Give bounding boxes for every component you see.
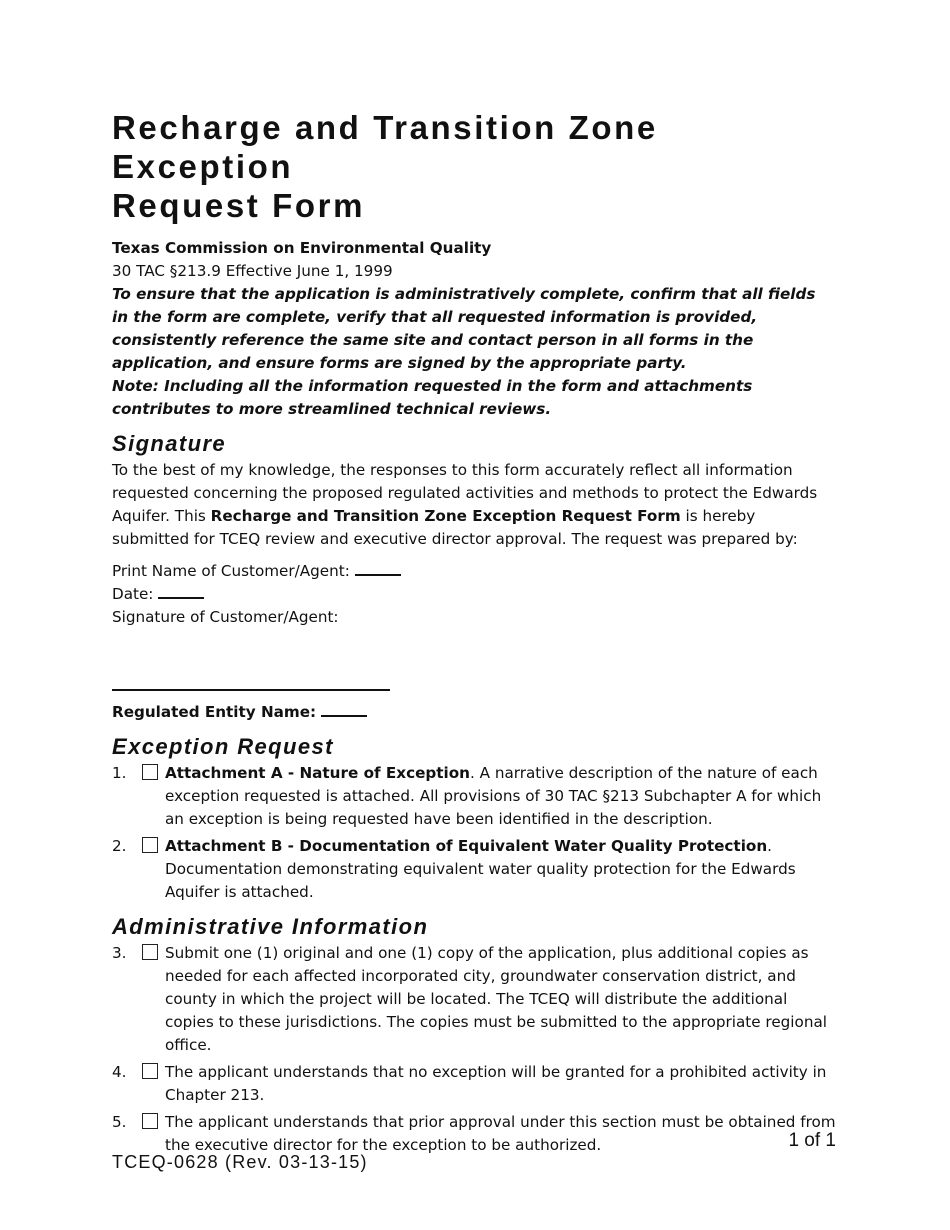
item-number: 2. — [112, 837, 127, 855]
rule-reference: 30 TAC §213.9 Effective June 1, 1999 — [112, 262, 393, 280]
attachment-a-checkbox[interactable] — [142, 764, 158, 780]
signature-heading: Signature — [112, 431, 227, 456]
date-row — [112, 583, 836, 606]
page-number: 1 of 1 — [788, 1130, 836, 1151]
item-text: Submit one (1) original and one (1) copy of the application, plus additional copies as needed for each affected incorporated city, groundwater conservation district, and county in which the project will be located. The TCEQ will distribute the additional copies to these jurisdictions. The copies must be submitted to the appropriate regional office. — [165, 944, 827, 1054]
print-name-field[interactable] — [355, 560, 401, 576]
signature-para-form-name: Recharge and Transition Zone Exception Request Form — [210, 507, 681, 525]
attachment-b-checkbox[interactable] — [142, 837, 158, 853]
print-name-row — [112, 560, 836, 583]
item-text: The applicant understands that prior approval under this section must be obtained from the executive director for the exception to be authorized. — [165, 1113, 836, 1154]
copies-checkbox[interactable] — [142, 944, 158, 960]
prohibited-activity-checkbox[interactable] — [142, 1063, 158, 1079]
regulated-entity-row — [112, 701, 836, 724]
item-number: 5. — [112, 1113, 127, 1131]
regulated-entity-label: Regulated Entity Name: — [112, 703, 322, 721]
list-item — [112, 1111, 836, 1157]
list-item — [112, 1061, 836, 1107]
note: Note: Including all the information requested in the form and attachments contributes to more streamlined technical reviews. — [112, 377, 753, 418]
item-title: Attachment A - Nature of Exception — [165, 764, 470, 782]
list-item — [112, 835, 836, 904]
administrative-heading: Administrative Information — [112, 914, 429, 939]
item-number: 4. — [112, 1063, 127, 1081]
signature-para-part2: is hereby submitted for TCEQ review and executive director approval. The request was prepared by: — [112, 507, 798, 548]
item-text: . A narrative description of the nature of each exception requested is attached. All provisions of 30 TAC §213 Subchapter A for which an exception is being requested have been identified in the description. — [165, 764, 822, 828]
form-id: TCEQ-0628 (Rev. 03-13-15) — [112, 1152, 368, 1172]
list-item — [112, 762, 836, 831]
prior-approval-checkbox[interactable] — [142, 1113, 158, 1129]
list-item — [112, 942, 836, 1057]
signature-paragraph — [112, 459, 836, 551]
date-label: Date: — [112, 585, 159, 603]
form-page — [112, 108, 836, 1161]
print-name-label: Print Name of Customer/Agent: — [112, 562, 355, 580]
exception-request-heading: Exception Request — [112, 734, 334, 759]
item-number: 3. — [112, 944, 127, 962]
form-title-line1: Recharge and Transition Zone Exception — [112, 109, 658, 185]
item-number: 1. — [112, 764, 127, 782]
date-field[interactable] — [158, 583, 204, 599]
form-title — [112, 108, 836, 225]
item-text: . Documentation demonstrating equivalent water quality protection for the Edwards Aquifer is attached. — [165, 837, 796, 901]
signature-line[interactable] — [112, 689, 390, 691]
item-title: Attachment B - Documentation of Equivalent Water Quality Protection — [165, 837, 768, 855]
agency-name: Texas Commission on Environmental Quality — [112, 239, 492, 257]
item-text: The applicant understands that no exception will be granted for a prohibited activity in Chapter 213. — [165, 1063, 827, 1104]
instructions: To ensure that the application is administratively complete, confirm that all fields in the form are complete, verify that all requested information is provided, consistently reference the same site and contact person in all forms in the application, and ensure forms are signed by the appropriate party. — [112, 285, 816, 372]
signature-para-part1: To the best of my knowledge, the responses to this form accurately reflect all information requested concerning the proposed regulated activities and methods to protect the Edwards Aquifer. This — [112, 461, 818, 525]
regulated-entity-field[interactable] — [321, 701, 367, 717]
signature-label: Signature of Customer/Agent: — [112, 608, 339, 626]
form-title-line2: Request Form — [112, 187, 366, 224]
